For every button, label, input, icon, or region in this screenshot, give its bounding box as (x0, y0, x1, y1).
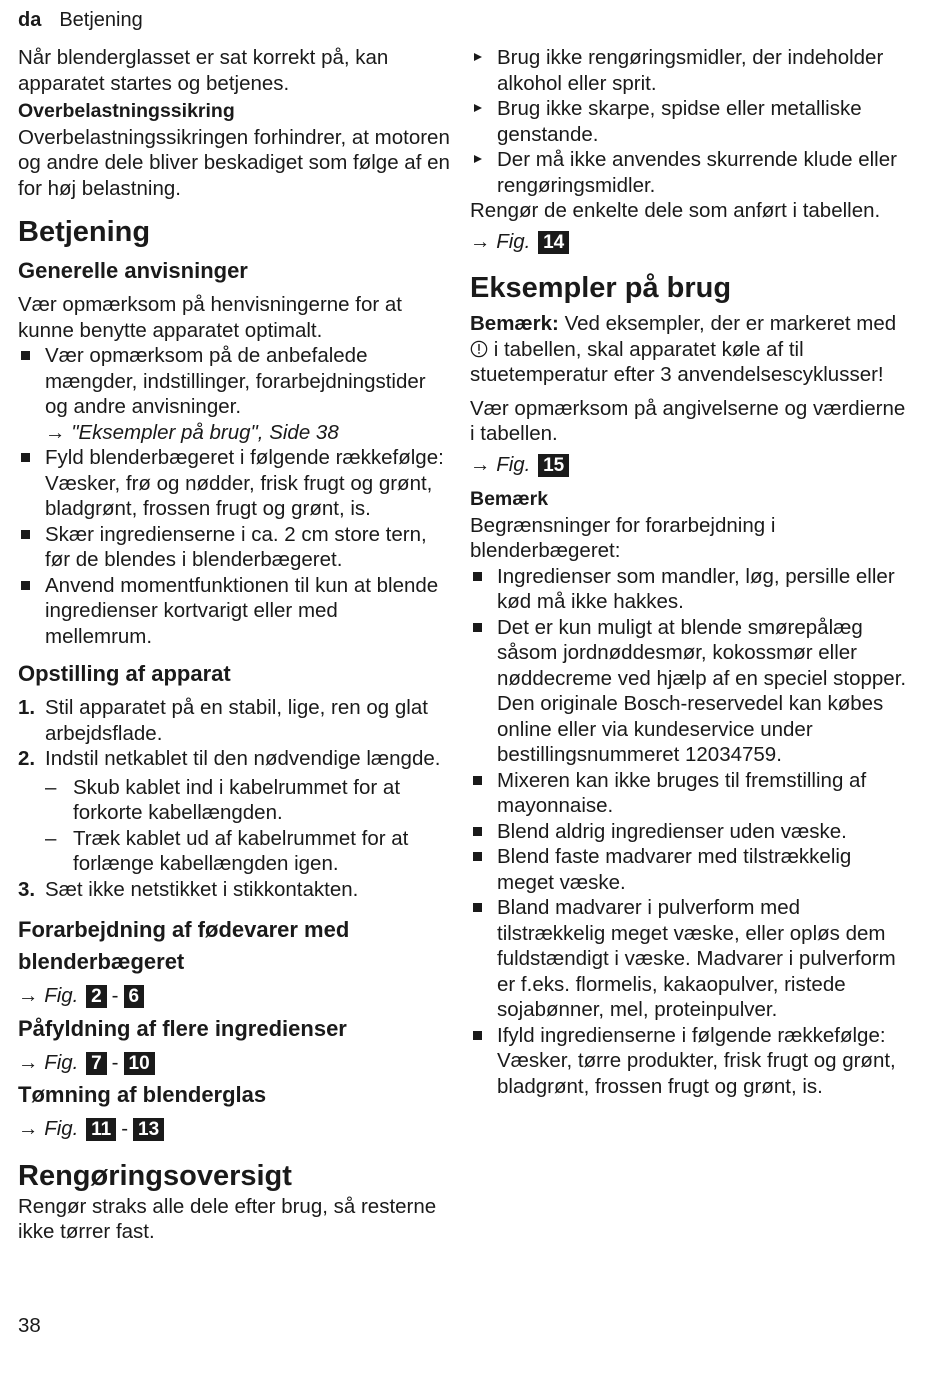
page-header (18, 8, 143, 34)
figure-reference[interactable]: → Fig. 2 - 6 (18, 983, 450, 1009)
list-item: Der må ikke anvendes skurrende klude eller rengøringsmidler. (470, 147, 910, 198)
substep-item: – Træk kablet ud af kabelrummet for at forlænge kabellængden igen. (45, 826, 409, 875)
list-item: Skær ingredienserne i ca. 2 cm store tern, før de blendes i blenderbægeret. (18, 522, 450, 573)
figure-number-badge: 7 (86, 1052, 107, 1075)
cross-reference-link[interactable]: → "Eksempler på brug", Side 38 (45, 420, 339, 444)
list-item: Vær opmærksom på de anbefalede mængder, indstillinger, forarbejdningstider og andre anvisninger. → "Eksempler på brug", Side 38 (18, 343, 450, 445)
figure-number-badge: 6 (124, 985, 145, 1008)
figure-number-badge: 11 (86, 1118, 116, 1141)
list-item: Bland madvarer i pulverform med tilstrækkelig meget væske, eller opløs dem fuldstændigt i væske. Madvarer i pulverform er f.eks. flormelis, kakaopulver, ristede sojabønner, mel, proteinpulver. (470, 895, 910, 1023)
list-item: Blend aldrig ingredienser uden væske. (470, 819, 910, 845)
heading-generelle: Generelle anvisninger (18, 258, 248, 283)
left-column (18, 45, 450, 1245)
figure-number-badge: 13 (133, 1118, 164, 1141)
figure-number-badge: 14 (538, 231, 569, 254)
heading-eksempler: Eksempler på brug (470, 272, 732, 304)
exclamation-circle-icon (470, 340, 488, 358)
heading-forarbejdning: Forarbejdning af fødevarer med blenderbægeret (18, 917, 350, 974)
limits-intro: Begrænsninger for forarbejdning i blenderbægeret: (470, 513, 776, 562)
step-item: 1. Stil apparatet på en stabil, lige, ren og glat arbejdsflade. (18, 696, 428, 745)
figure-reference[interactable]: → Fig. 7 - 10 (18, 1050, 450, 1076)
figure-reference[interactable]: → Fig. 15 (470, 452, 910, 478)
cleaning-text: Rengør de enkelte dele som anført i tabellen. (470, 199, 881, 222)
list-item: Fyld blenderbægeret i følgende rækkefølge: Væsker, frø og nødder, frisk frugt og grønt, bladgrønt, frossen frugt og grønt, is. (18, 445, 450, 522)
angivelser-text: Vær opmærksom på angivelserne og værdierne i tabellen. (470, 396, 906, 445)
bemaerk-heading: Bemærk (470, 488, 549, 510)
generelle-list (18, 343, 450, 649)
step-item: 2. Indstil netkablet til den nødvendige længde. (18, 747, 441, 770)
list-item: Blend faste madvarer med tilstrækkelig meget væske. (470, 844, 910, 895)
figure-number-badge: 2 (86, 985, 107, 1008)
cleaning-warnings (470, 45, 910, 198)
note-paragraph: Bemærk: Ved eksempler, der er markeret med i tabellen, skal apparatet køle af til stuetemperatur efter 3 anvendelsescyklusser! (470, 312, 897, 386)
language-code: da (18, 9, 42, 31)
figure-number-badge: 15 (538, 454, 569, 477)
overload-heading: Overbelastningssikring (18, 100, 235, 122)
list-item: Brug ikke skarpe, spidse eller metalliske genstande. (470, 96, 910, 147)
list-item: Ingredienser som mandler, løg, persille eller kød må ikke hakkes. (470, 564, 910, 615)
heading-pafyldning: Påfyldning af flere ingredienser (18, 1015, 347, 1041)
step-item: 3. Sæt ikke netstikket i stikkontakten. (18, 877, 359, 901)
limits-list (470, 564, 910, 1100)
overload-text: Overbelastningssikringen forhindrer, at motoren og andre dele bliver beskadiget som følge af en for høj belastning. (18, 125, 450, 200)
figure-reference[interactable]: → Fig. 14 (470, 229, 910, 255)
list-item: Mixeren kan ikke bruges til fremstilling af mayonnaise. (470, 768, 910, 819)
list-item: Ifyld ingredienserne i følgende rækkefølge: Væsker, tørre produkter, frisk frugt og grønt, bladgrønt, frossen frugt og grønt, is. (470, 1023, 910, 1100)
list-item: Brug ikke rengøringsmidler, der indeholder alkohol eller sprit. (470, 45, 910, 96)
heading-tomning: Tømning af blenderglas (18, 1082, 267, 1107)
generelle-intro: Vær opmærksom på henvisningerne for at kunne benytte apparatet optimalt. (18, 293, 402, 342)
heading-opstilling: Opstilling af apparat (18, 661, 231, 686)
heading-betjening: Betjening (18, 216, 151, 248)
right-column (470, 45, 910, 1099)
heading-rengoring: Rengøringsoversigt (18, 1159, 292, 1192)
list-item: Anvend momentfunktionen til kun at blende ingredienser kortvarigt eller med mellemrum. (18, 573, 450, 650)
header-section: Betjening (59, 9, 143, 31)
substep-item: – Skub kablet ind i kabelrummet for at forkorte kabellængden. (45, 775, 401, 824)
intro-text: Når blenderglasset er sat korrekt på, kan apparatet startes og betjenes. (18, 46, 389, 95)
list-item: Det er kun muligt at blende smørepålæg såsom jordnøddesmør, kokossmør eller nøddecreme ved hjælp af en speciel stopper. Den originale Bosch-reservedel kan købes online eller via kundeservice under bestillingsnummeret 12034759. (470, 615, 910, 768)
rengoring-text: Rengør straks alle dele efter brug, så resterne ikke tørrer fast. (18, 1194, 437, 1243)
figure-reference[interactable]: → Fig. 11 - 13 (18, 1116, 450, 1142)
setup-steps (18, 695, 450, 902)
figure-number-badge: 10 (124, 1052, 155, 1075)
note-label: Bemærk: (470, 312, 559, 335)
page-number: 38 (18, 1314, 41, 1337)
